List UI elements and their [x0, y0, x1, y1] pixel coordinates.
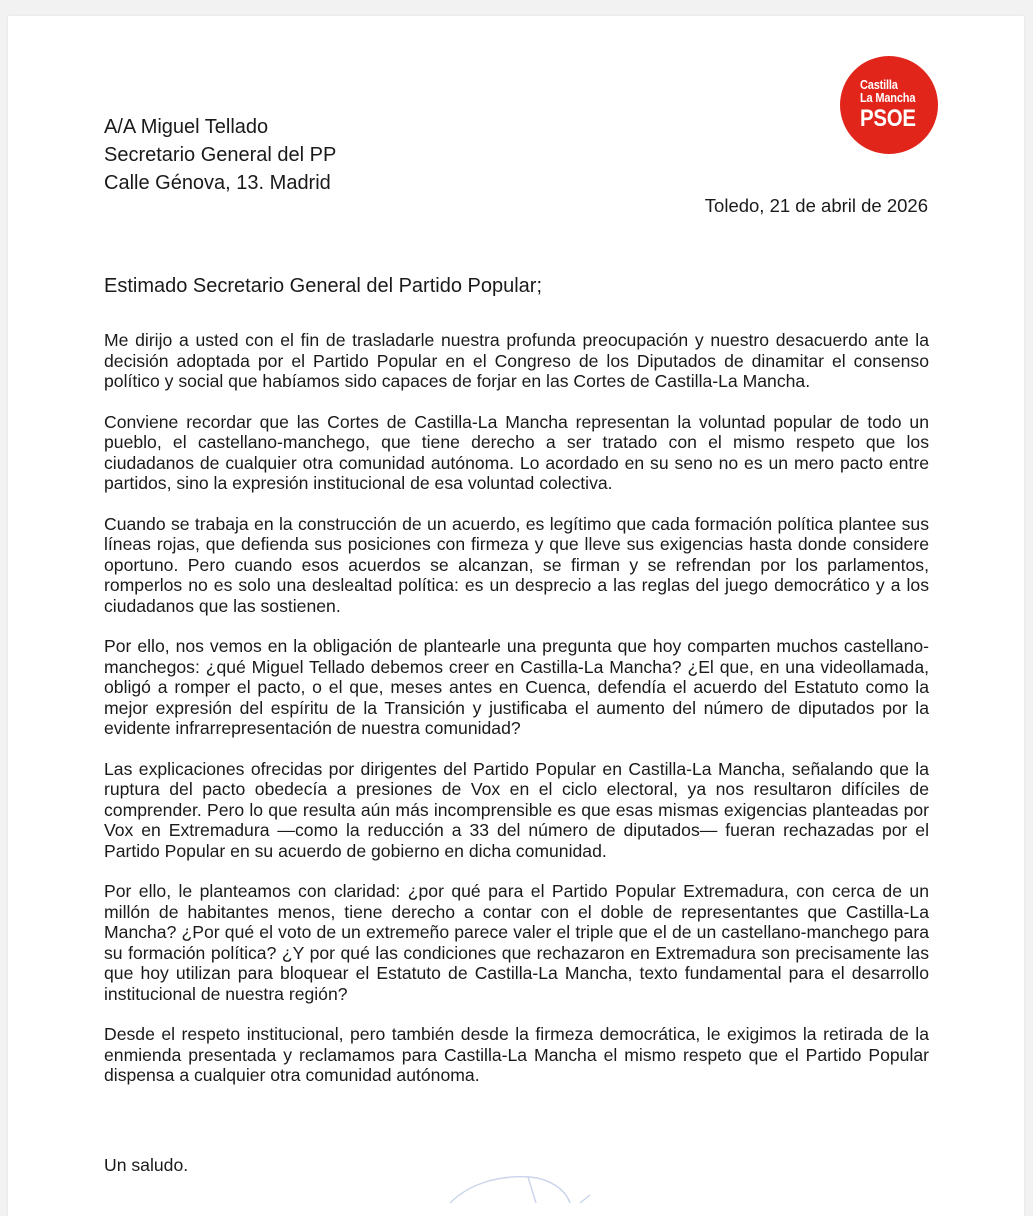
recipient-address — [104, 113, 336, 197]
paragraph: Me dirijo a usted con el fin de trasladarle nuestra profunda preocupación y nuestro desacuerdo ante la decisión adoptada por el Partido Popular en el Congreso de los Diputados de dinamitar el consenso político y social que habíamos sido capaces de forjar en las Cortes de Castilla-La Mancha. — [104, 330, 929, 391]
recipient-street: Calle Génova, 13. Madrid — [104, 172, 331, 194]
paragraph: Por ello, nos vemos en la obligación de plantearle una pregunta que hoy comparten muchos castellano-manchegos: ¿qué Miguel Tellado debemos creer en Castilla-La Mancha? ¿El que, en una videollamada, obligó a romper el pacto, o el que, meses antes en Cuenca, defendía el acuerdo del Estatuto como la mejor expresión del espíritu de la Transición y justificaba el aumento del número de diputados por la evidente infrarrepresentación de nuestra comunidad? — [104, 636, 929, 738]
recipient-title: Secretario General del PP — [104, 144, 337, 166]
psoe-castilla-la-mancha-logo — [840, 56, 938, 154]
letter-date: Toledo, 21 de abril de 2026 — [704, 195, 928, 216]
logo-line-psoe: PSOE — [860, 105, 916, 133]
signature-icon — [440, 1163, 600, 1203]
logo-line-castilla: Castilla — [860, 77, 898, 92]
salutation: Estimado Secretario General del Partido Popular; — [104, 275, 543, 297]
letter-body — [104, 330, 929, 1106]
logo-line-la-mancha: La Mancha — [860, 90, 916, 105]
closing: Un saludo. — [104, 1155, 189, 1175]
paragraph: Conviene recordar que las Cortes de Castilla-La Mancha representan la voluntad popular de todo un pueblo, el castellano-manchego, que tiene derecho a ser tratado con el mismo respeto que los ciudadanos de cualquier otra comunidad autónoma. Lo acordado en su seno no es un mero pacto entre partidos, sino la expresión institucional de esa voluntad colectiva. — [104, 411, 929, 493]
paragraph: Desde el respeto institucional, pero también desde la firmeza democrática, le exigimos la retirada de la enmienda presentada y reclamamos para Castilla-La Mancha el mismo respeto que el Partido Popular dispensa a cualquier otra comunidad autónoma. — [104, 1024, 929, 1085]
paragraph: Por ello, le planteamos con claridad: ¿por qué para el Partido Popular Extremadura, con cerca de un millón de habitantes menos, tiene derecho a contar con el doble de representantes que Castilla-La Mancha? ¿Por qué el voto de un extremeño parece valer el triple que el de un castellano-manchego para su formación política? ¿Y por qué las condiciones que rechazaron en Extremadura son precisamente las que hoy utilizan para bloquear el Estatuto de Castilla-La Mancha, texto fundamental para el desarrollo institucional de nuestra región? — [104, 881, 929, 1004]
paragraph: Las explicaciones ofrecidas por dirigentes del Partido Popular en Castilla-La Mancha, señalando que la ruptura del pacto obedecía a presiones de Vox en el ciclo electoral, ya nos resultaron difíciles de comprender. Pero lo que resulta aún más incomprensible es que esas mismas exigencias planteadas por Vox en Extremadura —como la reducción a 33 del número de diputados— fueran rechazadas por el Partido Popular en su acuerdo de gobierno en dicha comunidad. — [104, 758, 929, 861]
paragraph: Cuando se trabaja en la construcción de un acuerdo, es legítimo que cada formación política plantee sus líneas rojas, que defienda sus posiciones con firmeza y que lleve sus exigencias hasta donde considere oportuno. Pero cuando esos acuerdos se alcanzan, se firman y se refrendan por los parlamentos, romperlos no es solo una deslealtad política: es un desprecio a las reglas del juego democrático y a los ciudadanos que las sostienen. — [104, 513, 929, 616]
recipient-name: A/A Miguel Tellado — [104, 116, 269, 138]
